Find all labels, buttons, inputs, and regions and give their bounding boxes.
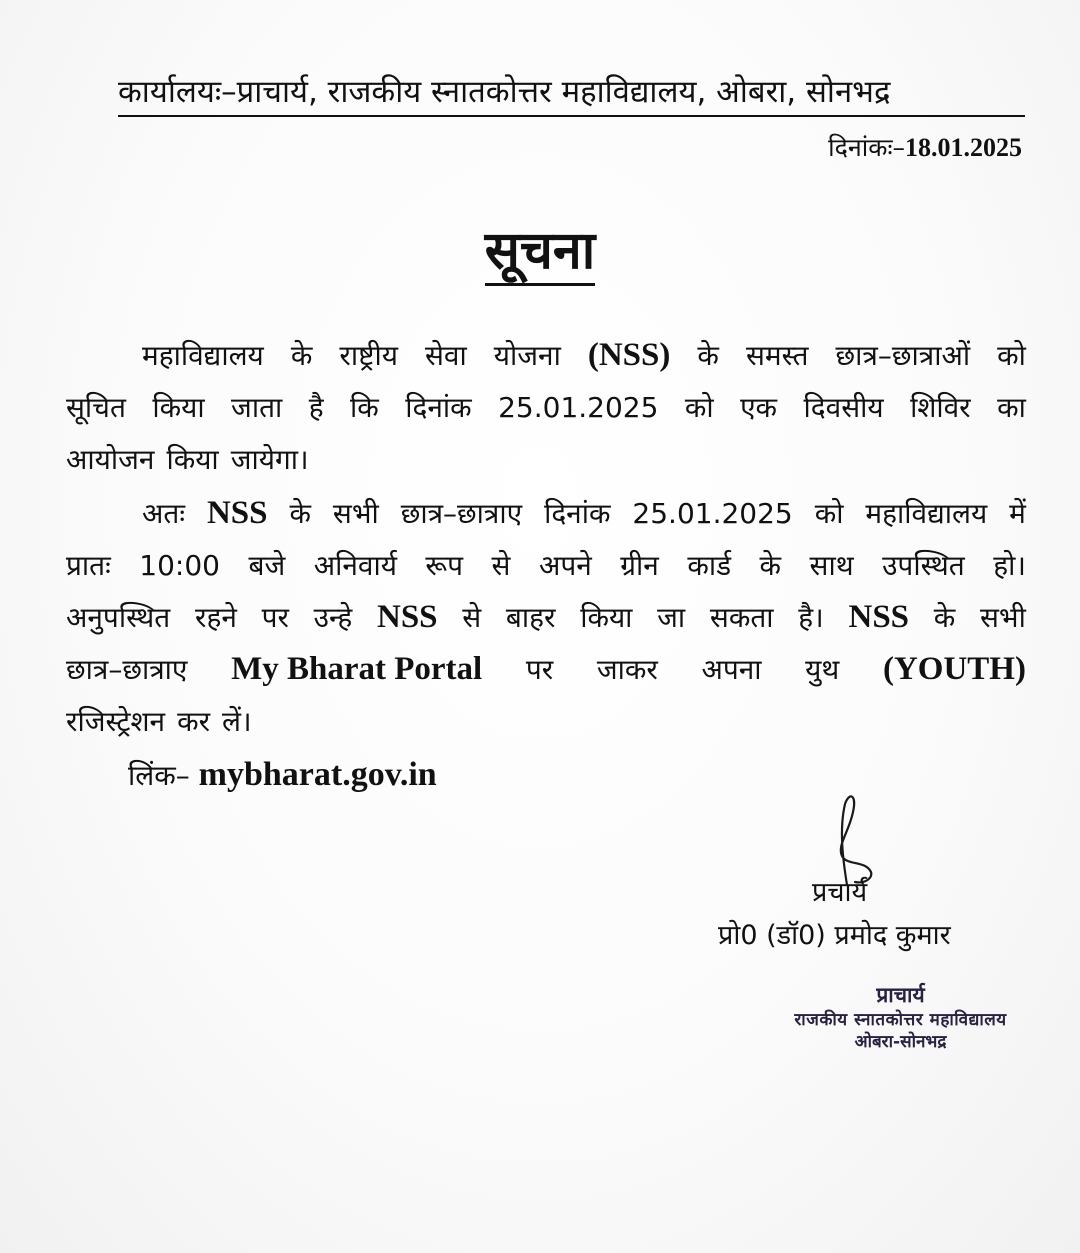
word: ग्रीन [620, 549, 659, 582]
paragraph-2-line-3 [66, 598, 1026, 650]
word: अनुपस्थित [66, 601, 171, 634]
word: अपने [538, 549, 592, 582]
notice-date [828, 130, 1022, 164]
word: 10:00 [139, 549, 220, 582]
word: जाता [231, 391, 283, 424]
word: 25.01.2025 [498, 391, 659, 424]
word: सभी [332, 497, 379, 530]
word: रूप [425, 549, 464, 582]
word: है [308, 391, 324, 424]
word: महाविद्यालय [865, 497, 988, 530]
word: सेवा [424, 339, 467, 372]
word: कि [350, 391, 379, 424]
word: (NSS) [587, 337, 671, 373]
office-header: कार्यालयः–प्राचार्य, राजकीय स्नातकोत्तर महाविद्यालय, ओबरा, सोनभद्र [118, 74, 891, 110]
word: के [290, 339, 313, 372]
word: योजना [493, 339, 561, 372]
word: छात्र–छात्राओं [835, 339, 971, 372]
word: रहने [195, 601, 237, 634]
word: के [759, 549, 782, 582]
word: राष्ट्रीय [339, 339, 398, 372]
word: बाहर [505, 601, 556, 634]
word: किया [166, 443, 219, 476]
word: से [462, 601, 482, 634]
word: को [814, 497, 844, 530]
word: हो। [993, 549, 1026, 582]
word: दिनांक [544, 497, 611, 530]
word: जा [657, 601, 686, 634]
stamp-line-2: राजकीय स्नातकोत्तर महाविद्यालय [794, 1010, 1007, 1031]
stamp-line-1: प्राचार्य [876, 983, 925, 1007]
word: उन्हे [313, 601, 353, 634]
paragraph-2-line-5 [66, 702, 1026, 754]
paragraph-1-line-3 [66, 440, 1026, 492]
word: छात्र–छात्राए [66, 653, 188, 686]
word: दिवसीय [803, 391, 884, 424]
word: महाविद्यालय [142, 339, 264, 372]
word: समस्त [745, 339, 809, 372]
word: सूचित [66, 391, 126, 424]
word: दिनांक [405, 391, 472, 424]
paragraph-1-line-1 [66, 336, 1026, 388]
word: कार्ड [687, 549, 732, 582]
paragraph-1 [66, 336, 1026, 492]
word: अनिवार्य [313, 549, 397, 582]
word: अतः [142, 497, 186, 530]
paragraph-1-line-2 [66, 388, 1026, 440]
word: युथ [805, 653, 840, 686]
paragraph-2-line-2 [66, 546, 1026, 598]
word: के [289, 497, 311, 530]
word: के [697, 339, 719, 372]
word: 25.01.2025 [632, 497, 793, 530]
word: में [1009, 497, 1026, 530]
word: सभी [979, 601, 1026, 634]
word: लें। [222, 705, 252, 738]
paragraph-2-line-4 [66, 650, 1026, 702]
word: पर [261, 601, 289, 634]
word: है। [798, 601, 824, 634]
notice-title [0, 213, 1080, 284]
word: एक [740, 391, 778, 424]
word: को [997, 339, 1026, 372]
word: से [491, 549, 511, 582]
word: किया [580, 601, 633, 634]
word: के [933, 601, 956, 634]
word: कर [177, 705, 211, 738]
notice-title-text: सूचना [485, 221, 596, 286]
word: आयोजन [66, 443, 155, 476]
word: (YOUTH) [882, 651, 1026, 687]
signatory-name: प्रो0 (डॉ0) प्रमोद कुमार [718, 920, 951, 951]
word: उपस्थित [882, 549, 965, 582]
date-label: दिनांकः– [828, 133, 905, 162]
word: साथ [809, 549, 854, 582]
paragraph-2-line-1 [66, 494, 1026, 546]
word: NSS [848, 599, 910, 635]
link-line [128, 756, 437, 794]
word: जायेगा। [230, 443, 309, 476]
word: को [684, 391, 714, 424]
date-value: 18.01.2025 [905, 133, 1022, 162]
paragraph-2 [66, 494, 1026, 754]
header-underline [118, 115, 1025, 117]
word: रजिस्ट्रेशन [66, 705, 166, 738]
word: छात्र–छात्राए [400, 497, 523, 530]
signatory-designation: प्रचार्य [812, 877, 868, 908]
word: बजे [248, 549, 286, 582]
stamp-line-3: ओबरा-सोनभद्र [854, 1032, 947, 1053]
portal-link[interactable]: mybharat.gov.in [198, 756, 437, 793]
word: सकता [709, 601, 774, 634]
word: किया [152, 391, 205, 424]
word: NSS [376, 599, 438, 635]
word: जाकर [596, 653, 658, 686]
word: पर [525, 653, 554, 686]
word: प्रातः [66, 549, 111, 582]
word: का [997, 391, 1026, 424]
word: अपना [701, 653, 762, 686]
word: शिविर [910, 391, 971, 424]
link-label: लिंक– [128, 759, 190, 792]
word: NSS [206, 495, 268, 531]
portal-name: My Bharat Portal [231, 651, 483, 687]
official-stamp [778, 982, 1023, 1053]
